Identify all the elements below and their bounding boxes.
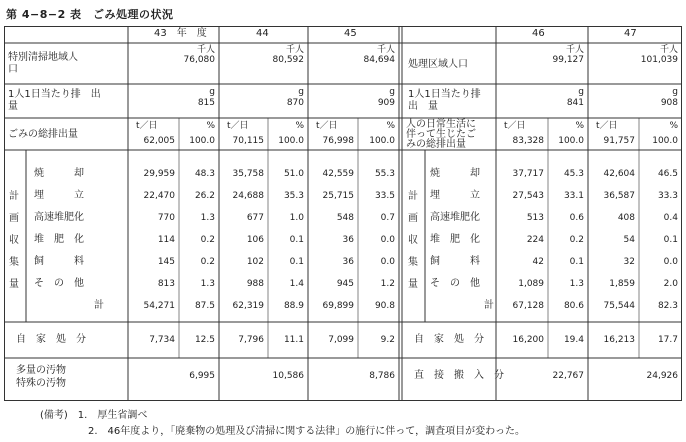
unit-thousand: 千人 xyxy=(376,45,395,55)
note-2: 2. 46年度より，「廃棄物の処理及び清掃に関する法律」の施行に伴って，調査項目が変わった。 xyxy=(88,426,525,437)
table-title: 第 4−8−2 表 ごみ処理の状況 xyxy=(6,8,174,21)
label-per-person-right: 1人1日当たり排 出 量 xyxy=(408,89,491,112)
cell-percent: 0.2 xyxy=(200,257,215,267)
cell-percent: 0.7 xyxy=(380,213,395,223)
cell-value: 114 xyxy=(157,235,175,245)
cell-value: 36,587 xyxy=(603,191,635,201)
cell-percent: 0.2 xyxy=(200,235,215,245)
cell-value: 106 xyxy=(246,235,264,245)
cell-value: 102 xyxy=(246,257,264,267)
cell-percent: 0.4 xyxy=(663,213,678,223)
label-total-right: みの総排出量 xyxy=(406,139,466,150)
vertical-char: 画 xyxy=(408,213,418,224)
cell-value: 29,959 xyxy=(143,169,175,179)
method-label: そ の 他 xyxy=(34,278,84,289)
cell: 841 xyxy=(566,98,584,108)
year-46: 46 xyxy=(532,28,545,39)
cell-percent: 100.0 xyxy=(558,136,584,146)
cell-percent: 45.3 xyxy=(563,169,584,179)
method-label: 高速堆肥化 xyxy=(430,212,480,223)
cell-value: 16,200 xyxy=(512,335,544,345)
vertical-char: 集 xyxy=(9,257,19,268)
cell-percent: 26.2 xyxy=(194,191,215,201)
cell-value: 408 xyxy=(617,213,635,223)
unit-pct: % xyxy=(295,121,304,131)
cell-value: 677 xyxy=(246,213,264,223)
method-label: 焼 却 xyxy=(34,168,84,179)
cell-percent: 1.4 xyxy=(289,279,304,289)
unit-g: g xyxy=(389,87,395,97)
cell-value: 988 xyxy=(246,279,264,289)
unit-pct: % xyxy=(575,121,584,131)
unit-thousand: 千人 xyxy=(285,45,304,55)
label-special: 特殊の汚物 xyxy=(16,378,66,389)
cell-value: 770 xyxy=(157,213,175,223)
method-label: 埋 立 xyxy=(430,190,480,201)
cell-value: 42,604 xyxy=(603,169,635,179)
cell-percent: 0.0 xyxy=(663,257,678,267)
cell-percent: 0.1 xyxy=(289,235,304,245)
cell-percent: 82.3 xyxy=(657,301,678,311)
cell-value: 945 xyxy=(336,279,354,289)
cell: 22,767 xyxy=(552,371,584,381)
cell-value: 24,688 xyxy=(232,191,264,201)
cell-percent: 0.1 xyxy=(663,235,678,245)
cell-percent: 100.0 xyxy=(189,136,215,146)
label-home-disposal: 自 家 処 分 xyxy=(16,334,86,345)
cell: 6,995 xyxy=(189,371,215,381)
cell-value: 54,271 xyxy=(143,301,175,311)
cell-percent: 12.5 xyxy=(194,335,215,345)
cell: 80,592 xyxy=(272,55,304,65)
cell-percent: 11.1 xyxy=(283,335,304,345)
year-45: 45 xyxy=(344,28,357,39)
cell-value: 70,115 xyxy=(232,136,264,146)
cell-percent: 0.2 xyxy=(569,235,584,245)
cell-value: 42 xyxy=(532,257,544,267)
cell: 909 xyxy=(377,98,395,108)
cell-percent: 88.9 xyxy=(283,301,304,311)
cell-percent: 2.0 xyxy=(663,279,678,289)
method-label: 焼 却 xyxy=(430,168,480,179)
unit-ton: t／日 xyxy=(596,121,618,131)
method-label: 高速堆肥化 xyxy=(34,212,84,223)
cell-value: 513 xyxy=(526,213,544,223)
unit-thousand: 千人 xyxy=(565,45,584,55)
cell-percent: 35.3 xyxy=(283,191,304,201)
cell-percent: 0.6 xyxy=(569,213,584,223)
cell-percent: 1.3 xyxy=(200,279,215,289)
cell-percent: 33.3 xyxy=(657,191,678,201)
cell-percent: 1.3 xyxy=(200,213,215,223)
cell-value: 62,319 xyxy=(232,301,264,311)
label-total-right: 伴って生じたご xyxy=(406,129,476,140)
vertical-char: 集 xyxy=(408,257,418,268)
cell-percent: 51.0 xyxy=(283,169,304,179)
year-44: 44 xyxy=(256,28,269,39)
cell-value: 67,128 xyxy=(512,301,544,311)
cell-percent: 100.0 xyxy=(652,136,678,146)
cell-percent: 1.2 xyxy=(380,279,395,289)
unit-ton: t／日 xyxy=(316,121,338,131)
cell: 76,080 xyxy=(183,55,215,65)
label-area-population: 特別清掃地域人 口 xyxy=(8,52,118,75)
unit-pct: % xyxy=(386,121,395,131)
cell-value: 27,543 xyxy=(512,191,544,201)
cell-percent: 33.1 xyxy=(563,191,584,201)
cell-value: 22,470 xyxy=(143,191,175,201)
cell-percent: 0.0 xyxy=(380,257,395,267)
vertical-char: 画 xyxy=(9,213,19,224)
cell-value: 83,328 xyxy=(512,136,544,146)
cell-value: 35,758 xyxy=(232,169,264,179)
unit-g: g xyxy=(298,87,304,97)
cell-value: 69,899 xyxy=(322,301,354,311)
cell-percent: 33.5 xyxy=(374,191,395,201)
unit-pct: % xyxy=(669,121,678,131)
cell-value: 37,717 xyxy=(512,169,544,179)
cell-percent: 17.7 xyxy=(657,335,678,345)
cell: 908 xyxy=(660,98,678,108)
unit-g: g xyxy=(209,87,215,97)
unit-ton: t／日 xyxy=(504,121,526,131)
unit-ton: t／日 xyxy=(227,121,249,131)
cell-value: 62,005 xyxy=(143,136,175,146)
cell-value: 145 xyxy=(157,257,175,267)
method-label: 飼 料 xyxy=(430,256,480,267)
method-label: 堆 肥 化 xyxy=(430,234,480,245)
cell-percent: 55.3 xyxy=(374,169,395,179)
cell-value: 7,734 xyxy=(149,335,175,345)
vertical-char: 計 xyxy=(408,191,418,202)
label-service-population: 処理区域人口 xyxy=(408,59,468,70)
cell-value: 36 xyxy=(342,257,354,267)
cell-value: 7,796 xyxy=(238,335,264,345)
cell-percent: 19.4 xyxy=(563,335,584,345)
cell-value: 7,099 xyxy=(328,335,354,345)
cell-value: 42,559 xyxy=(322,169,354,179)
label-special: 多量の汚物 xyxy=(16,365,66,376)
unit-thousand: 千人 xyxy=(196,45,215,55)
unit-g: g xyxy=(578,87,584,97)
unit-g: g xyxy=(672,87,678,97)
label-total-right: 人の日常生活に xyxy=(406,119,476,130)
note-1: (備考) 1. 厚生省調べ xyxy=(40,410,148,421)
cell-percent: 46.5 xyxy=(657,169,678,179)
method-label: 堆 肥 化 xyxy=(34,234,84,245)
vertical-char: 収 xyxy=(9,235,19,246)
vertical-char: 収 xyxy=(408,235,418,246)
method-label: 計 xyxy=(94,300,104,311)
label-total: ごみの総排出量 xyxy=(8,129,78,140)
vertical-char: 量 xyxy=(9,279,19,290)
cell: 815 xyxy=(197,98,215,108)
year-47: 47 xyxy=(624,28,637,39)
cell-value: 1,859 xyxy=(609,279,635,289)
cell-percent: 0.0 xyxy=(380,235,395,245)
cell-value: 1,089 xyxy=(518,279,544,289)
cell-value: 16,213 xyxy=(603,335,635,345)
cell: 101,039 xyxy=(640,55,678,65)
unit-ton: t／日 xyxy=(136,121,158,131)
cell-percent: 100.0 xyxy=(369,136,395,146)
cell-value: 32 xyxy=(623,257,635,267)
cell-percent: 100.0 xyxy=(278,136,304,146)
cell-percent: 1.0 xyxy=(289,213,304,223)
cell: 8,786 xyxy=(369,371,395,381)
cell-percent: 1.3 xyxy=(569,279,584,289)
cell-value: 36 xyxy=(342,235,354,245)
cell-value: 548 xyxy=(336,213,354,223)
cell-value: 54 xyxy=(623,235,635,245)
cell: 870 xyxy=(286,98,304,108)
vertical-char: 量 xyxy=(408,279,418,290)
cell-percent: 87.5 xyxy=(194,301,215,311)
cell-percent: 90.8 xyxy=(374,301,395,311)
cell: 24,926 xyxy=(646,371,678,381)
cell-percent: 0.1 xyxy=(569,257,584,267)
cell-percent: 0.1 xyxy=(289,257,304,267)
vertical-char: 計 xyxy=(9,191,19,202)
cell: 99,127 xyxy=(552,55,584,65)
method-label: 飼 料 xyxy=(34,256,84,267)
cell-percent: 80.6 xyxy=(563,301,584,311)
method-label: 埋 立 xyxy=(34,190,84,201)
cell-value: 75,544 xyxy=(603,301,635,311)
year-43: 43 年 度 xyxy=(154,28,207,39)
unit-pct: % xyxy=(206,121,215,131)
waste-table xyxy=(4,26,682,401)
cell-value: 813 xyxy=(157,279,175,289)
cell: 10,586 xyxy=(272,371,304,381)
label-home-disposal-right: 自 家 処 分 xyxy=(414,334,484,345)
label-per-person: 1人1日当たり排 出 量 xyxy=(8,89,111,112)
method-label: 計 xyxy=(484,300,494,311)
cell-value: 25,715 xyxy=(322,191,354,201)
cell-value: 76,998 xyxy=(322,136,354,146)
cell-percent: 48.3 xyxy=(194,169,215,179)
cell-value: 91,757 xyxy=(603,136,635,146)
cell: 84,694 xyxy=(363,55,395,65)
cell-value: 224 xyxy=(526,235,544,245)
label-direct-delivery: 直 接 搬 入 分 xyxy=(414,370,504,381)
unit-thousand: 千人 xyxy=(659,45,678,55)
method-label: そ の 他 xyxy=(430,278,480,289)
cell-percent: 9.2 xyxy=(380,335,395,345)
